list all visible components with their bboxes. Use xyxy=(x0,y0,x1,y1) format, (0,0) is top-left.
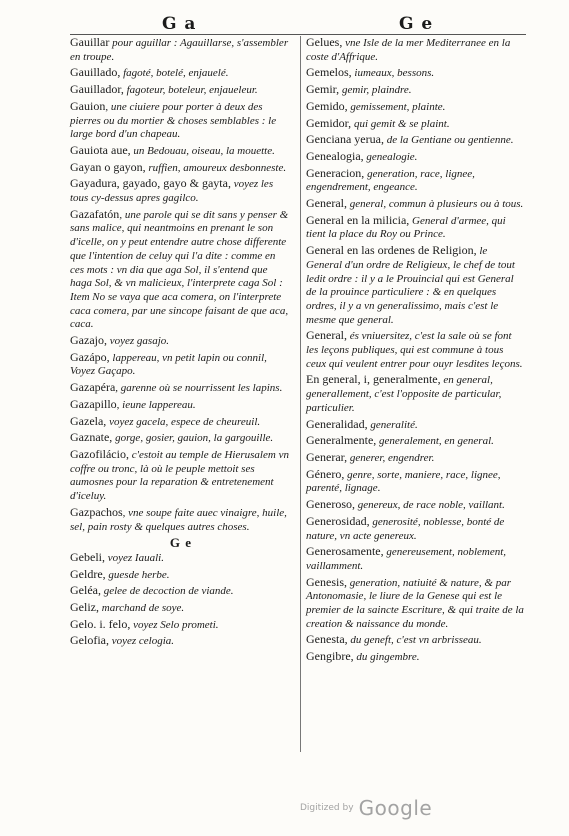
entry-definition: generosité, noblesse, bonté de nature, vn acte genereux. xyxy=(306,515,505,542)
entry-headword: Gemelos, xyxy=(306,65,352,80)
dictionary-entry xyxy=(70,36,292,64)
entry-definition: ruffien, amoureux desbonneste. xyxy=(145,161,287,174)
entry-headword: Genesis, xyxy=(306,574,347,589)
entry-definition: generation, natiuité & nature, & par Antonomasie, le liure de la Genese qui est le premier de la saincte Escriture, & qui traite de la creation & naissance du monde. xyxy=(306,576,524,630)
dictionary-entry xyxy=(70,634,292,649)
entry-definition: genereux, de race noble, vaillant. xyxy=(354,499,505,512)
entry-definition: gelee de decoction de viande. xyxy=(100,585,234,598)
entry-headword: General, xyxy=(306,328,347,343)
dictionary-entry xyxy=(306,650,526,665)
entry-headword: Generacion, xyxy=(306,165,365,180)
entry-headword: Gemido, xyxy=(306,98,348,113)
entry-definition: guesde herbe. xyxy=(105,568,170,581)
entry-definition: lappereau, vn petit lapin ou connil, Voyez Gaçapo. xyxy=(70,351,267,378)
dictionary-entry xyxy=(306,214,526,242)
entry-definition: voyez Iauali. xyxy=(105,551,164,564)
dictionary-entry xyxy=(70,448,292,504)
entry-headword: Gayan o gayon, xyxy=(70,159,146,174)
entry-definition: voyez gasajo. xyxy=(106,335,169,348)
dictionary-entry xyxy=(70,66,292,81)
entry-definition: generalement, en general. xyxy=(376,435,494,448)
dictionary-entry xyxy=(70,100,292,142)
dictionary-entry xyxy=(306,150,526,165)
dictionary-entry xyxy=(70,431,292,446)
entry-definition: voyez gacela, espece de cheureuil. xyxy=(106,415,261,428)
entry-definition: genealogie. xyxy=(363,150,418,163)
entry-headword: Geldre, xyxy=(70,566,106,581)
dictionary-entry xyxy=(306,329,526,371)
entry-headword: Gauillar xyxy=(70,35,110,49)
entry-definition: de la Gentiane ou gentienne. xyxy=(383,134,514,147)
digitized-by-text: Digitized by xyxy=(300,803,354,813)
entry-headword: Gauillado, xyxy=(70,65,121,80)
dictionary-entry xyxy=(306,83,526,98)
left-column xyxy=(70,36,292,651)
entry-definition: és vniuersitez, c'est la sale où se font les leçons publiques, qui est commune à tous ceux qui veulent entrer pour ouyr lesdites leçons. xyxy=(306,330,523,370)
entry-headword: Gazpachos xyxy=(70,504,123,519)
dictionary-entry xyxy=(306,117,526,132)
entry-definition: , une parole qui se dit sans y penser & sans malice, qui neantmoins en prenant le son d'icelle, on y peut entendre autre chose differente que l'intention de celuy qui l'a dite : comme en ces mots : vn dia que aga Sol, il s'entend que haga Sol, & vn malicieux, l'interprete caga Sol : Item No se vaya que aca comera, on l'interprete caca comera, par une sincope faisant de que aca, caca. xyxy=(70,208,289,331)
entry-headword: Generoso, xyxy=(306,497,355,512)
dictionary-entry xyxy=(306,576,526,632)
entry-headword: Gazápo, xyxy=(70,349,110,364)
entry-headword: Gazela, xyxy=(70,413,107,428)
entry-headword: Gemir, xyxy=(306,82,340,97)
entry-headword: Gazofilácio, xyxy=(70,446,129,461)
header-rule xyxy=(70,34,526,35)
dictionary-entry xyxy=(70,551,292,566)
entry-headword: Gazajo, xyxy=(70,333,107,348)
dictionary-entry xyxy=(306,373,526,415)
dictionary-entry xyxy=(70,381,292,396)
dictionary-entry xyxy=(70,83,292,98)
dictionary-entry xyxy=(70,144,292,159)
dictionary-entry xyxy=(70,618,292,633)
dictionary-entry xyxy=(306,100,526,115)
entry-definition: gemissement, plainte. xyxy=(347,100,446,113)
dictionary-entry xyxy=(70,398,292,413)
entry-headword: Gazafatón xyxy=(70,206,120,221)
entry-headword: Gazapillo xyxy=(70,396,117,411)
dictionary-entry xyxy=(306,418,526,433)
google-logo-text: Google xyxy=(358,796,433,820)
dictionary-entry xyxy=(70,351,292,379)
entry-headword: Gelues, xyxy=(306,35,343,49)
entry-definition: , garenne où se nourrissent les lapins. xyxy=(115,382,283,395)
entry-definition: iumeaux, bessons. xyxy=(351,67,435,80)
dictionary-entry xyxy=(70,415,292,430)
entry-definition: genereusement, noblement, vaillamment. xyxy=(306,546,507,572)
dictionary-entry xyxy=(306,244,526,327)
entry-definition: fagoté, botelé, enjauelé. xyxy=(120,67,229,80)
entry-definition: pour aguillar : Agauillarse, s'assembler en troupe. xyxy=(70,37,289,63)
dictionary-entry xyxy=(306,434,526,449)
entry-headword: Gelofia, xyxy=(70,633,109,648)
entry-headword: Generosamente, xyxy=(306,544,384,559)
entry-headword: Generar, xyxy=(306,449,348,464)
entry-definition: fagoteur, boteleur, enjaueleur. xyxy=(123,84,258,97)
entry-definition: le General d'un ordre de Religieux, le chef de tout ledit ordre : il y a le Prouincial qui est General de la prouince particuliere : & en quelques ordres, il y a vn generalissimo, mais c'est le mesme que general. xyxy=(306,245,515,326)
entry-headword: Gemidor, xyxy=(306,115,352,130)
dictionary-entry xyxy=(70,208,292,332)
dictionary-entry xyxy=(306,66,526,81)
entry-definition: du geneft, c'est vn arbrisseau. xyxy=(347,634,482,647)
dictionary-entry xyxy=(70,161,292,176)
dictionary-entry xyxy=(306,133,526,148)
dictionary-entry xyxy=(70,568,292,583)
entry-headword: General en la milicia, xyxy=(306,212,410,227)
entry-definition: generalité. xyxy=(367,418,418,431)
dictionary-entry xyxy=(70,177,292,205)
dictionary-entry xyxy=(70,506,292,534)
dictionary-entry xyxy=(306,468,526,496)
entry-definition: du gingembre. xyxy=(353,651,420,664)
entry-headword: Gauillador, xyxy=(70,82,124,97)
entry-definition: vne Isle de la mer Mediterranee en la coste d'Affrique. xyxy=(306,37,511,63)
entry-headword: En general, i, generalmente, xyxy=(306,372,441,387)
entry-headword: Gayadura, gayado, gayo & gayta, xyxy=(70,176,231,191)
entry-headword: Generalmente, xyxy=(306,433,377,448)
entry-headword: Geliz, xyxy=(70,600,99,615)
entry-definition: generation, race, lignee, engendrement, engeance. xyxy=(306,167,475,194)
dictionary-entry xyxy=(306,36,526,64)
entry-definition: General d'armee, qui tient la place du Roy ou Prince. xyxy=(306,214,506,241)
dictionary-entry xyxy=(70,601,292,616)
dictionary-entry xyxy=(306,633,526,648)
entry-headword: Gauion xyxy=(70,98,106,113)
dictionary-entry xyxy=(306,197,526,212)
entry-headword: Gelo. i. felo, xyxy=(70,616,131,631)
entry-headword: Genciana yerua, xyxy=(306,132,384,147)
entry-headword: Genesta, xyxy=(306,632,348,647)
entry-definition: , ieune lappereau. xyxy=(116,398,196,411)
entry-definition: voyez les tous cy-dessus apres gagilco. xyxy=(70,178,274,205)
dictionary-entry xyxy=(70,584,292,599)
entry-headword: Género, xyxy=(306,466,345,481)
entry-headword: Gazapéra xyxy=(70,380,116,395)
entry-definition: c'estoit au temple de Hierusalem vn coffre ou tronc, là où le peuple mettoit ses aumosnes pour la reparation & entretenement d'iceluy. xyxy=(70,448,289,503)
dictionary-entry xyxy=(306,515,526,543)
entry-headword: Geléa, xyxy=(70,583,101,598)
dictionary-entry xyxy=(306,167,526,195)
running-header-right: G e xyxy=(399,14,434,34)
dictionary-entry xyxy=(306,498,526,513)
entry-headword: Gaznate, xyxy=(70,430,113,445)
entry-headword: Generalidad, xyxy=(306,416,368,431)
entry-headword: Generosidad, xyxy=(306,513,370,528)
section-heading: G e xyxy=(169,535,193,551)
entry-definition: genre, sorte, maniere, race, lignee, parenté, lignage. xyxy=(306,468,501,495)
right-column xyxy=(306,36,526,667)
dictionary-entry xyxy=(306,451,526,466)
entry-definition: en general, generallement, c'est l'opposite de particular, particulier. xyxy=(306,374,502,414)
entry-definition: , vne soupe faite auec vinaigre, huile, sel, pain rosty & quelques autres choses. xyxy=(70,506,287,533)
entry-definition: gemir, plaindre. xyxy=(339,84,412,97)
entry-headword: Gengibre, xyxy=(306,649,354,664)
entry-headword: General en las ordenes de Religion, xyxy=(306,243,477,258)
entry-definition: gorge, gosier, gauion, la gargouille. xyxy=(112,432,274,445)
entry-definition: voyez Selo prometi. xyxy=(130,618,219,631)
entry-headword: Gauiota aue, xyxy=(70,142,131,157)
running-header-left: G a xyxy=(162,14,197,34)
entry-headword: Genealogia, xyxy=(306,148,364,163)
dictionary-entry xyxy=(306,545,526,573)
digitized-watermark xyxy=(300,796,432,820)
entry-headword: General, xyxy=(306,196,347,211)
entry-definition: un Bedouau, oiseau, la mouette. xyxy=(130,144,275,157)
entry-definition: , une ciuiere pour porter à deux des pierres ou du mortier & choses semblables : le large bord d'un chapeau. xyxy=(70,100,277,141)
entry-definition: marchand de soye. xyxy=(99,602,185,615)
entry-definition: general, commun à plusieurs ou à tous. xyxy=(346,198,524,211)
entry-definition: voyez celogia. xyxy=(108,635,175,648)
entry-definition: qui gemit & se plaint. xyxy=(351,117,450,130)
entry-definition: generer, engendrer. xyxy=(347,451,435,464)
entry-headword: Gebeli, xyxy=(70,549,105,564)
column-divider xyxy=(300,36,301,752)
dictionary-entry xyxy=(70,334,292,349)
